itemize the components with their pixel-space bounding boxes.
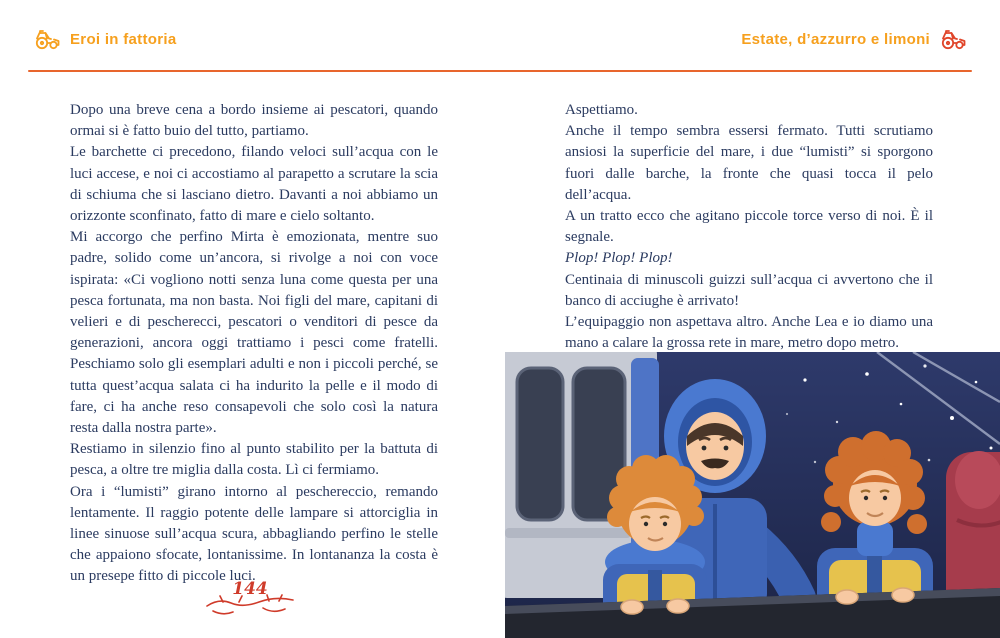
illustration-canvas: [505, 352, 1000, 638]
paragraph: Restiamo in silenzio fino al punto stabilito per la battuta di pesca, a oltre tre miglia dalla costa. Lì ci fermiamo.: [70, 441, 438, 479]
header-divider: [28, 70, 972, 72]
paragraph: Mi accorgo che perfino Mirta è emozionata, mentre suo padre, solido come un’ancora, si rivolge a noi con voce ispirata: «Ci vogliono notti senza luna come questa per una pesca fortunata, ma non basta. Noi figli del mare, capitani di velieri e di pescherecci, pescatori o venditori di pesce da generazioni, ancora oggi trattiamo i pesci come fratelli. Peschiamo solo gli esemplari adulti e non i piccoli perché, se tutta quest’acqua salata ci ha indurito la pelle e il modo di fare, ci ha anche reso consapevoli che solo così la natura resta dalla nostra parte».: [70, 229, 438, 437]
page-number: [203, 578, 297, 620]
paragraph: Anche il tempo sembra essersi fermato. Tutti scrutiamo ansiosi la superficie del mare, i due “lumisti” si sporgono fuori dalle barche, la fronte che quasi tocca il pelo dell’acqua.: [565, 123, 933, 203]
right-page: [565, 100, 933, 354]
chapter-title: Estate, d’azzurro e limoni: [741, 30, 930, 48]
header-left: [34, 28, 176, 50]
paragraph: Le barchette ci precedono, filando veloci sull’acqua con le luci accese, e noi ci accostiamo al parapetto a scrutare la scia di schiuma che si lasciano dietro. Davanti a noi abbiamo un orizzonte sconfinato, fatto di mare e cielo soltanto.: [70, 144, 438, 225]
night-fishing-illustration: [505, 352, 1000, 638]
paragraph: Centinaia di minuscoli guizzi sull’acqua ci avvertono che il banco di acciughe è arrivato!: [565, 271, 933, 309]
left-page: [70, 100, 438, 588]
paragraph: L’equipaggio non aspettava altro. Anche Lea e io diamo una mano a calare la grossa rete in mare, metro dopo metro.: [565, 314, 933, 352]
paragraph: A un tratto ecco che agitano piccole torce verso di noi. È il segnale.: [565, 208, 933, 246]
tractor-icon: [940, 28, 966, 50]
header-right: [741, 28, 966, 50]
paragraph: Ora i “lumisti” girano intorno al peschereccio, remando lentamente. Il raggio potente delle lampare si attorciglia in linee sinuose sull’acqua scura, abbagliando perfino le stelle che appaiono sfocate, lontanissime. In lontananza la costa è un presepe fitto di piccole luci.: [70, 483, 438, 585]
book-title: Eroi in fattoria: [70, 30, 177, 48]
paragraph: Dopo una breve cena a bordo insieme ai pescatori, quando ormai si è fatto buio del tutto, partiamo.: [70, 102, 438, 140]
page-number-value: 144: [232, 579, 268, 599]
paragraph-onomatopoeia: Plop! Plop! Plop!: [565, 250, 673, 267]
paragraph: Aspettiamo.: [565, 102, 638, 118]
tractor-icon: [34, 28, 60, 50]
